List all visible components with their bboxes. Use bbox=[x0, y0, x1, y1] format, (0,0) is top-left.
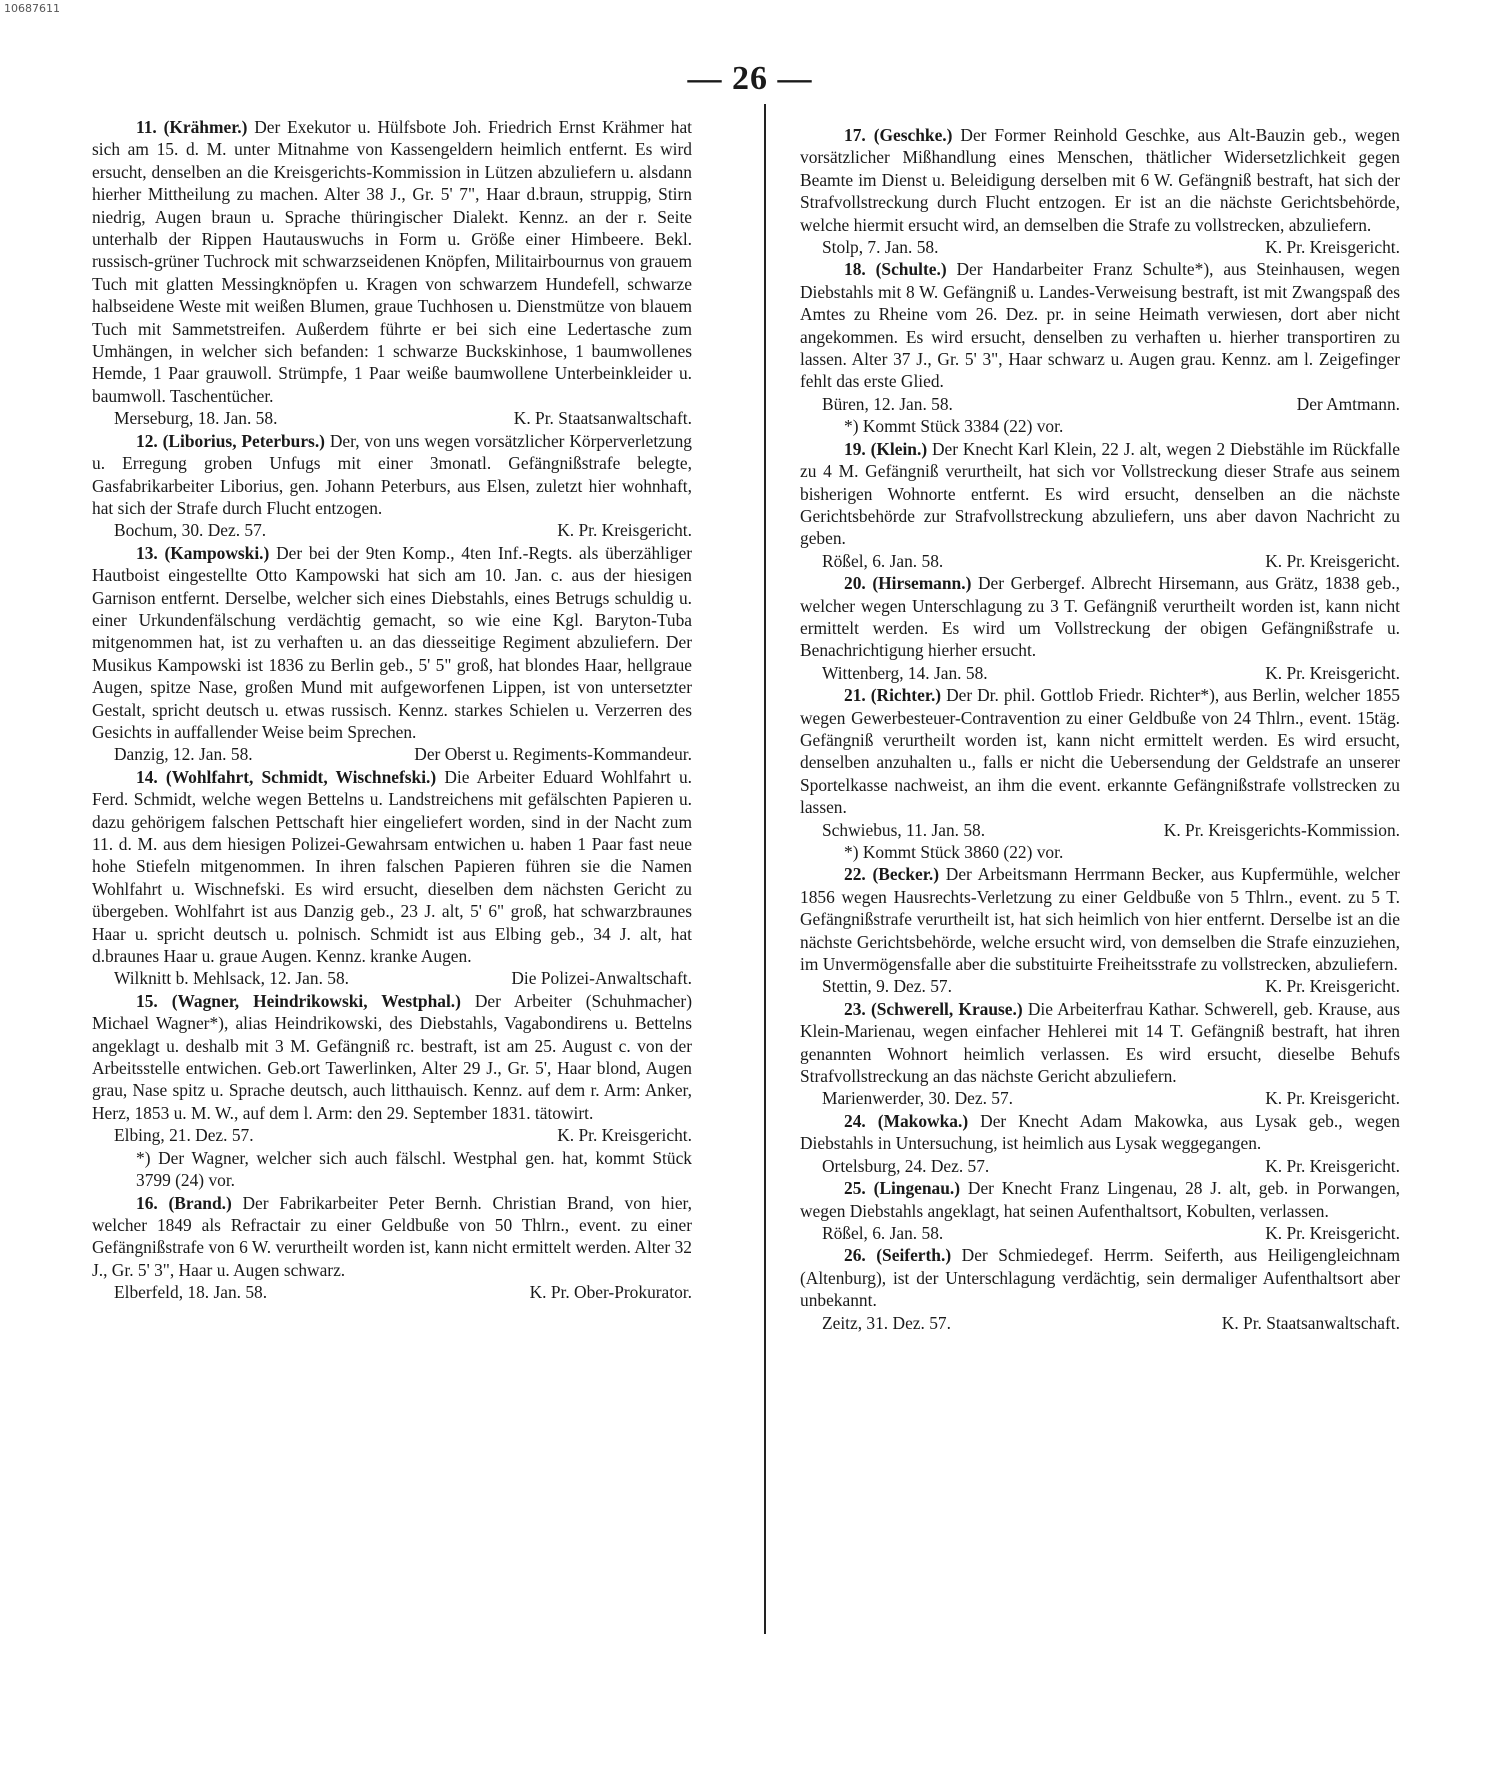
signature-line bbox=[92, 967, 692, 989]
entry-number: 22. bbox=[844, 864, 866, 885]
entry-names: (Hirsemann.) bbox=[872, 573, 972, 594]
column-divider bbox=[764, 104, 766, 1634]
entry-number: 19. bbox=[844, 438, 866, 459]
signature-line bbox=[800, 236, 1400, 258]
entry-text: Der Handarbeiter Franz Schulte*), aus Steinhausen, wegen Diebstahls mit 8 W. Gefängniß u. Landes-Verweisung bestraft, ist mit Zwangspaß des Amtes zu Rheine vom 26. Dez. pr. in seine Heimath verwiesen, dort aber nicht angekommen. Es wird ersucht, denselben zu verhaften u. hierher transportiren zu lassen. Alter 37 J., Gr. 5' 3", Haar schwarz u. Augen grau. Kennz. am l. Zeigefinger fehlt das erste Glied. bbox=[800, 259, 1400, 392]
entry-number: 15. bbox=[136, 990, 158, 1011]
signature-line bbox=[800, 550, 1400, 572]
issuing-authority: K. Pr. Kreisgericht. bbox=[1265, 1088, 1400, 1109]
entry-names: (Brand.) bbox=[168, 1192, 232, 1213]
entry-number: 13. bbox=[136, 542, 158, 563]
issuing-authority: Der Oberst u. Regiments-Kommandeur. bbox=[414, 744, 692, 765]
entry-names: (Klein.) bbox=[870, 438, 928, 459]
issuing-authority: Die Polizei-Anwaltschaft. bbox=[511, 968, 692, 989]
place-date: Stolp, 7. Jan. 58. bbox=[822, 237, 939, 258]
notice-body bbox=[800, 124, 1400, 236]
notice-entry bbox=[800, 258, 1400, 437]
entry-names: (Lingenau.) bbox=[873, 1178, 961, 1199]
place-date: Marienwerder, 30. Dez. 57. bbox=[822, 1088, 1014, 1109]
notice-body bbox=[92, 766, 692, 968]
entry-names: (Kampowski.) bbox=[164, 542, 270, 563]
entry-number: 23. bbox=[844, 998, 866, 1019]
place-date: Elberfeld, 18. Jan. 58. bbox=[114, 1282, 268, 1303]
place-date: Büren, 12. Jan. 58. bbox=[822, 393, 953, 414]
notice-body bbox=[92, 1192, 692, 1282]
entry-text: Der Exekutor u. Hülfsbote Joh. Friedrich Ernst Krähmer hat sich am 15. d. M. unter Mitnahme von Kassengeldern heimlich entfernt. Es wird ersucht, denselben an die Kreisgerichts-Kommission in Lützen abzuliefern u. alsdann hierher Mittheilung zu machen. Alter 38 J., Gr. 5' 7", Haar d.braun, struppig, Stirn niedrig, Augen braun u. Sprache thüringischer Dialekt. Kennz. an der r. Seite unterhalb der Rippen Hautauswuchs in Form u. Größe einer Himbeere. Bekl. russisch-grüner Tuchrock mit schwarzseidenen Knöpfen, Militairbournus von grauem Tuch mit glatten Messingknöpfen u. Kragen von schwarzem Hundefell, schwarze halbseidene Weste mit weißen Blumen, graue Tuchhosen u. Dienstmütze von blauem Tuch mit Sammetstreifen. Außerdem führte er bei sich eine Ledertasche zum Umhängen, in welcher sich befanden: 1 schwarze Buckskinhose, 1 baumwollenes Hemde, 1 Paar grauwoll. Strümpfe, 1 Paar weiße baumwollene Unterbeinkleider u. baumwoll. Taschentücher. bbox=[92, 117, 692, 406]
notice-body bbox=[800, 1177, 1400, 1222]
entry-text: Der bei der 9ten Komp., 4ten Inf.-Regts. als überzähliger Hautboist eingestellte Otto Kampowski hat sich am 10. Jan. c. aus der hiesigen Garnison entfernt. Derselbe, welcher sich eines Diebstahls, eines Betrugs schuldig u. einer Urkundenfälschung verdächtig gemacht, so wie eine Kgl. Baryton-Tuba mitgenommen hat, ist zu verhaften u. an das diesseitige Regiment abzuliefern. Der Musikus Kampowski ist 1836 zu Berlin geb., 5' 5" groß, hat blondes Haar, hellgraue Augen, spitze Nase, großen Mund mit aufgeworfenen Lippen, ist von untersetzter Gestalt, spricht deutsch u. etwas russisch. Kennz. starkes Schielen u. Verzerren des Gesichts in auffallender Weise beim Sprechen. bbox=[92, 542, 693, 742]
left-column bbox=[92, 116, 692, 1304]
entry-names: (Geschke.) bbox=[873, 125, 953, 145]
entry-text: Der Former Reinhold Geschke, aus Alt-Bauzin geb., wegen vorsätzlicher Mißhandlung eines Menschen, thätlicher Widersetzlichkeit gegen Beamte im Dienst u. Beleidigung derselben mit 6 W. Gefängniß bestraft, hat sich der Strafvollstreckung durch Flucht entzogen. Er ist an die nächste Gerichtsbehörde, welche hiermit ersucht wird, an demselben die Strafe zu vollstrecken, abzuliefern. bbox=[800, 125, 1400, 235]
signature-line bbox=[92, 743, 692, 765]
entry-number: 21. bbox=[844, 685, 866, 706]
right-column bbox=[800, 124, 1400, 1334]
entry-number: 18. bbox=[844, 259, 866, 280]
notice-entry bbox=[92, 430, 692, 542]
signature-line bbox=[92, 407, 692, 429]
entry-names: (Seiferth.) bbox=[876, 1245, 952, 1266]
issuing-authority: K. Pr. Kreisgericht. bbox=[1265, 662, 1400, 683]
entry-names: (Becker.) bbox=[872, 864, 939, 885]
notice-entry bbox=[800, 1244, 1400, 1334]
entry-text: Der Fabrikarbeiter Peter Bernh. Christian Brand, von hier, welcher 1849 als Refractair zu einer Geldbuße von 50 Thlrn., event. zu einer Gefängnißstrafe von 6 W. verurtheilt worden ist, kann nicht ermittelt werden. Alter 32 J., Gr. 5' 3", Haar u. Augen schwarz. bbox=[92, 1192, 692, 1280]
notice-entry bbox=[800, 572, 1400, 684]
entry-number: 12. bbox=[136, 430, 158, 451]
issuing-authority: Der Amtmann. bbox=[1296, 393, 1400, 414]
entry-text: Der Arbeiter (Schuhmacher) Michael Wagner*), alias Heindrikowski, des Diebstahls, Vagabondirens u. Bettelns angeklagt u. deshalb mit 3 M. Gefängniß rc. bestraft, ist am 25. August c. von der Arbeitsstelle entwichen. Geb.ort Tawerlinken, Alter 29 J., Gr. 5', Haar blond, Augen grau, Nase spitz u. Sprache deutsch, auch litthauisch. Kennz. auf dem r. Arm: Anker, Herz, 1853 u. M. W., auf dem l. Arm: den 29. September 1831. tätowirt. bbox=[92, 990, 692, 1123]
entry-names: (Schulte.) bbox=[875, 259, 947, 280]
scan-id: 10687611 bbox=[4, 2, 60, 15]
entry-text: Der Knecht Karl Klein, 22 J. alt, wegen 2 Diebstähle im Rückfalle zu 4 M. Gefängniß verurtheilt, hat sich vor Vollstreckung dieser Strafe aus seinem bisherigen Wohnorte entfernt. Es wird ersucht, denselben an die nächste Gerichtsbehörde zur Strafvollstreckung abzuliefern, uns aber davon Nachricht zu geben. bbox=[800, 438, 1400, 549]
signature-line bbox=[800, 393, 1400, 415]
notice-entry bbox=[92, 990, 692, 1192]
notice-entry bbox=[800, 1110, 1400, 1177]
notice-body bbox=[800, 1110, 1400, 1155]
signature-line bbox=[800, 975, 1400, 997]
notice-entry bbox=[800, 863, 1400, 997]
notice-entry bbox=[800, 438, 1400, 572]
notice-body bbox=[800, 438, 1400, 550]
signature-line bbox=[92, 1124, 692, 1146]
issuing-authority: K. Pr. Kreisgericht. bbox=[1265, 1222, 1400, 1243]
signature-line bbox=[92, 519, 692, 541]
signature-line bbox=[800, 1312, 1400, 1334]
entry-text: Der Knecht Adam Makowka, aus Lysak geb., wegen Diebstahls in Untersuchung, ist heimlich aus Lysak weggegangen. bbox=[800, 1110, 1400, 1154]
issuing-authority: K. Pr. Kreisgerichts-Kommission. bbox=[1163, 819, 1400, 840]
issuing-authority: K. Pr. Staatsanwaltschaft. bbox=[1221, 1312, 1400, 1333]
notice-entry bbox=[800, 1177, 1400, 1244]
footnote: *) Der Wagner, welcher sich auch fälschl. Westphal gen. hat, kommt Stück 3799 (24) vor. bbox=[136, 1147, 692, 1191]
entry-number: 25. bbox=[844, 1178, 866, 1199]
issuing-authority: K. Pr. Kreisgericht. bbox=[557, 1125, 692, 1146]
entry-names: (Wohlfahrt, Schmidt, Wischnefski.) bbox=[165, 766, 437, 787]
place-date: Wilknitt b. Mehlsack, 12. Jan. 58. bbox=[114, 968, 350, 989]
issuing-authority: K. Pr. Kreisgericht. bbox=[1265, 550, 1400, 571]
notice-body bbox=[800, 258, 1400, 392]
notice-body bbox=[92, 430, 692, 520]
place-date: Ortelsburg, 24. Dez. 57. bbox=[822, 1155, 990, 1176]
notice-entry bbox=[92, 542, 692, 766]
notice-entry bbox=[92, 766, 692, 990]
notice-entry bbox=[92, 116, 692, 430]
notice-entry bbox=[92, 1192, 692, 1304]
place-date: Wittenberg, 14. Jan. 58. bbox=[822, 662, 988, 683]
signature-line bbox=[800, 1087, 1400, 1109]
notice-body bbox=[92, 542, 692, 744]
signature-line bbox=[800, 819, 1400, 841]
notice-entry bbox=[800, 124, 1400, 258]
place-date: Bochum, 30. Dez. 57. bbox=[114, 520, 267, 541]
footnote: *) Kommt Stück 3384 (22) vor. bbox=[844, 416, 1064, 437]
issuing-authority: K. Pr. Kreisgericht. bbox=[1265, 1155, 1400, 1176]
entry-names: (Wagner, Heindrikowski, Westphal.) bbox=[171, 990, 461, 1011]
entry-text: Der Schmiedegef. Herrm. Seiferth, aus Heiligengleichnam (Altenburg), ist der Unterschlagung verdächtig, sein dermaliger Aufenthaltsort aber unbekannt. bbox=[800, 1245, 1400, 1311]
place-date: Schwiebus, 11. Jan. 58. bbox=[822, 819, 986, 840]
entry-text: Die Arbeiterfrau Kathar. Schwerell, geb. Krause, aus Klein-Marienau, wegen einfacher Hehlerei mit 14 T. Gefängniß bestraft, hat ihren genannten Wohnort heimlich verlassen. Es wird ersucht, dieselbe Behufs Strafvollstreckung an das nächste Gericht abzuliefern. bbox=[800, 998, 1400, 1087]
page-number: — 26 — bbox=[687, 60, 813, 97]
issuing-authority: K. Pr. Kreisgericht. bbox=[557, 520, 692, 541]
entry-number: 20. bbox=[844, 573, 866, 594]
entry-text: Der Arbeitsmann Herrmann Becker, aus Kupfermühle, welcher 1856 wegen Hausrechts-Verletzung zu einer Geldbuße von 5 Thlrn., event. zu 5 T. Gefängnißstrafe verurtheilt ist, hat sich heimlich von hier entfernt. Derselbe ist an die nächste Gerichtsbehörde, welche ersucht wird, von demselben die Strafe einzuziehen, im Unvermögensfalle aber die substituirte Freiheitsstrafe zu vollstrecken, abzuliefern. bbox=[800, 864, 1400, 975]
entry-names: (Liborius, Peterburs.) bbox=[162, 430, 325, 451]
notice-body bbox=[92, 116, 692, 407]
entry-number: 11. bbox=[136, 117, 157, 137]
place-date: Elbing, 21. Dez. 57. bbox=[114, 1125, 254, 1146]
issuing-authority: K. Pr. Staatsanwaltschaft. bbox=[513, 408, 692, 429]
entry-text: Der, von uns wegen vorsätzlicher Körperverletzung u. Erregung groben Unfugs mit einer 3monatl. Gefängnißstrafe belegte, Gasfabrikarbeiter Liborius, gen. Johann Peterburs, aus Elsen, zuletzt hier wohnhaft, hat sich der Strafe durch Flucht entzogen. bbox=[92, 430, 692, 518]
entry-text: Der Gerbergef. Albrecht Hirsemann, aus Grätz, 1838 geb., welcher wegen Unterschlagung zu 3 T. Gefängniß verurtheilt worden ist, kann nicht ermittelt werden. Es wird um Vollstreckung der obigen Gefängnißstrafe u. Benachrichtigung hierher ersucht. bbox=[800, 573, 1400, 661]
issuing-authority: K. Pr. Kreisgericht. bbox=[1265, 976, 1400, 997]
notice-body bbox=[800, 684, 1400, 818]
entry-names: (Richter.) bbox=[870, 685, 942, 706]
notice-entry bbox=[800, 998, 1400, 1110]
entry-text: Der Dr. phil. Gottlob Friedr. Richter*), aus Berlin, welcher 1855 wegen Gewerbesteuer-Contravention zu einer Geldbuße von 24 Thlrn., event. 15täg. Gefängniß verurtheilt worden ist, kann nicht ermittelt werden. Es wird ersucht, denselben anzuhalten u., falls er nicht die Uebersendung der Geldstrafe an unserer Sportelkasse nachweist, an ihm die event. erkannte Gefängnißstrafe vollstrecken zu lassen. bbox=[800, 685, 1400, 818]
place-date: Rößel, 6. Jan. 58. bbox=[822, 550, 944, 571]
notice-body bbox=[800, 863, 1400, 975]
entry-number: 17. bbox=[844, 125, 866, 145]
place-date: Zeitz, 31. Dez. 57. bbox=[822, 1312, 951, 1333]
notice-body bbox=[800, 1244, 1400, 1311]
entry-number: 14. bbox=[136, 766, 158, 787]
entry-number: 24. bbox=[844, 1110, 866, 1131]
place-date: Stettin, 9. Dez. 57. bbox=[822, 976, 952, 997]
signature-line bbox=[800, 1155, 1400, 1177]
notice-body bbox=[800, 998, 1400, 1088]
footnote: *) Kommt Stück 3860 (22) vor. bbox=[844, 842, 1064, 862]
notice-body bbox=[800, 572, 1400, 662]
signature-line bbox=[800, 662, 1400, 684]
entry-text: Der Knecht Franz Lingenau, 28 J. alt, geb. in Porwangen, wegen Diebstahls angeklagt, hat seinen Aufenthaltsort, Kobulten, verlassen. bbox=[800, 1178, 1400, 1221]
place-date: Rößel, 6. Jan. 58. bbox=[822, 1222, 944, 1243]
entry-names: (Krähmer.) bbox=[163, 117, 248, 137]
entry-number: 16. bbox=[136, 1192, 158, 1213]
entry-names: (Makowka.) bbox=[877, 1110, 969, 1131]
entry-number: 26. bbox=[844, 1245, 866, 1266]
signature-line bbox=[800, 1222, 1400, 1244]
issuing-authority: K. Pr. Kreisgericht. bbox=[1265, 237, 1400, 258]
entry-names: (Schwerell, Krause.) bbox=[870, 998, 1023, 1019]
notice-entry bbox=[800, 684, 1400, 863]
notice-body bbox=[92, 990, 692, 1124]
entry-text: Die Arbeiter Eduard Wohlfahrt u. Ferd. Schmidt, welche wegen Bettelns u. Landstreichens mit gefälschten Papieren u. dazu gehörigem falschen Pettschaft hier eingeliefert worden, sind in der Nacht zum 11. d. M. aus dem hiesigen Polizei-Gewahrsam entwichen u. haben 1 Paar fast neue hohe Stiefeln mitgenommen. In ihren falschen Papieren führen sie die Namen Wohlfahrt u. Wischnefski. Es wird ersucht, dieselben dem nächsten Gericht zu übergeben. Wohlfahrt ist aus Danzig geb., 23 J. alt, 5' 6" groß, hat schwarzbraunes Haar u. spricht deutsch u. polnisch. Schmidt ist aus Elbing geb., 34 J. alt, hat d.braunes Haar u. graue Augen. Kennz. kranke Augen. bbox=[92, 766, 693, 967]
place-date: Merseburg, 18. Jan. 58. bbox=[114, 408, 278, 429]
place-date: Danzig, 12. Jan. 58. bbox=[114, 744, 253, 765]
issuing-authority: K. Pr. Ober-Prokurator. bbox=[529, 1282, 692, 1303]
signature-line bbox=[92, 1281, 692, 1303]
